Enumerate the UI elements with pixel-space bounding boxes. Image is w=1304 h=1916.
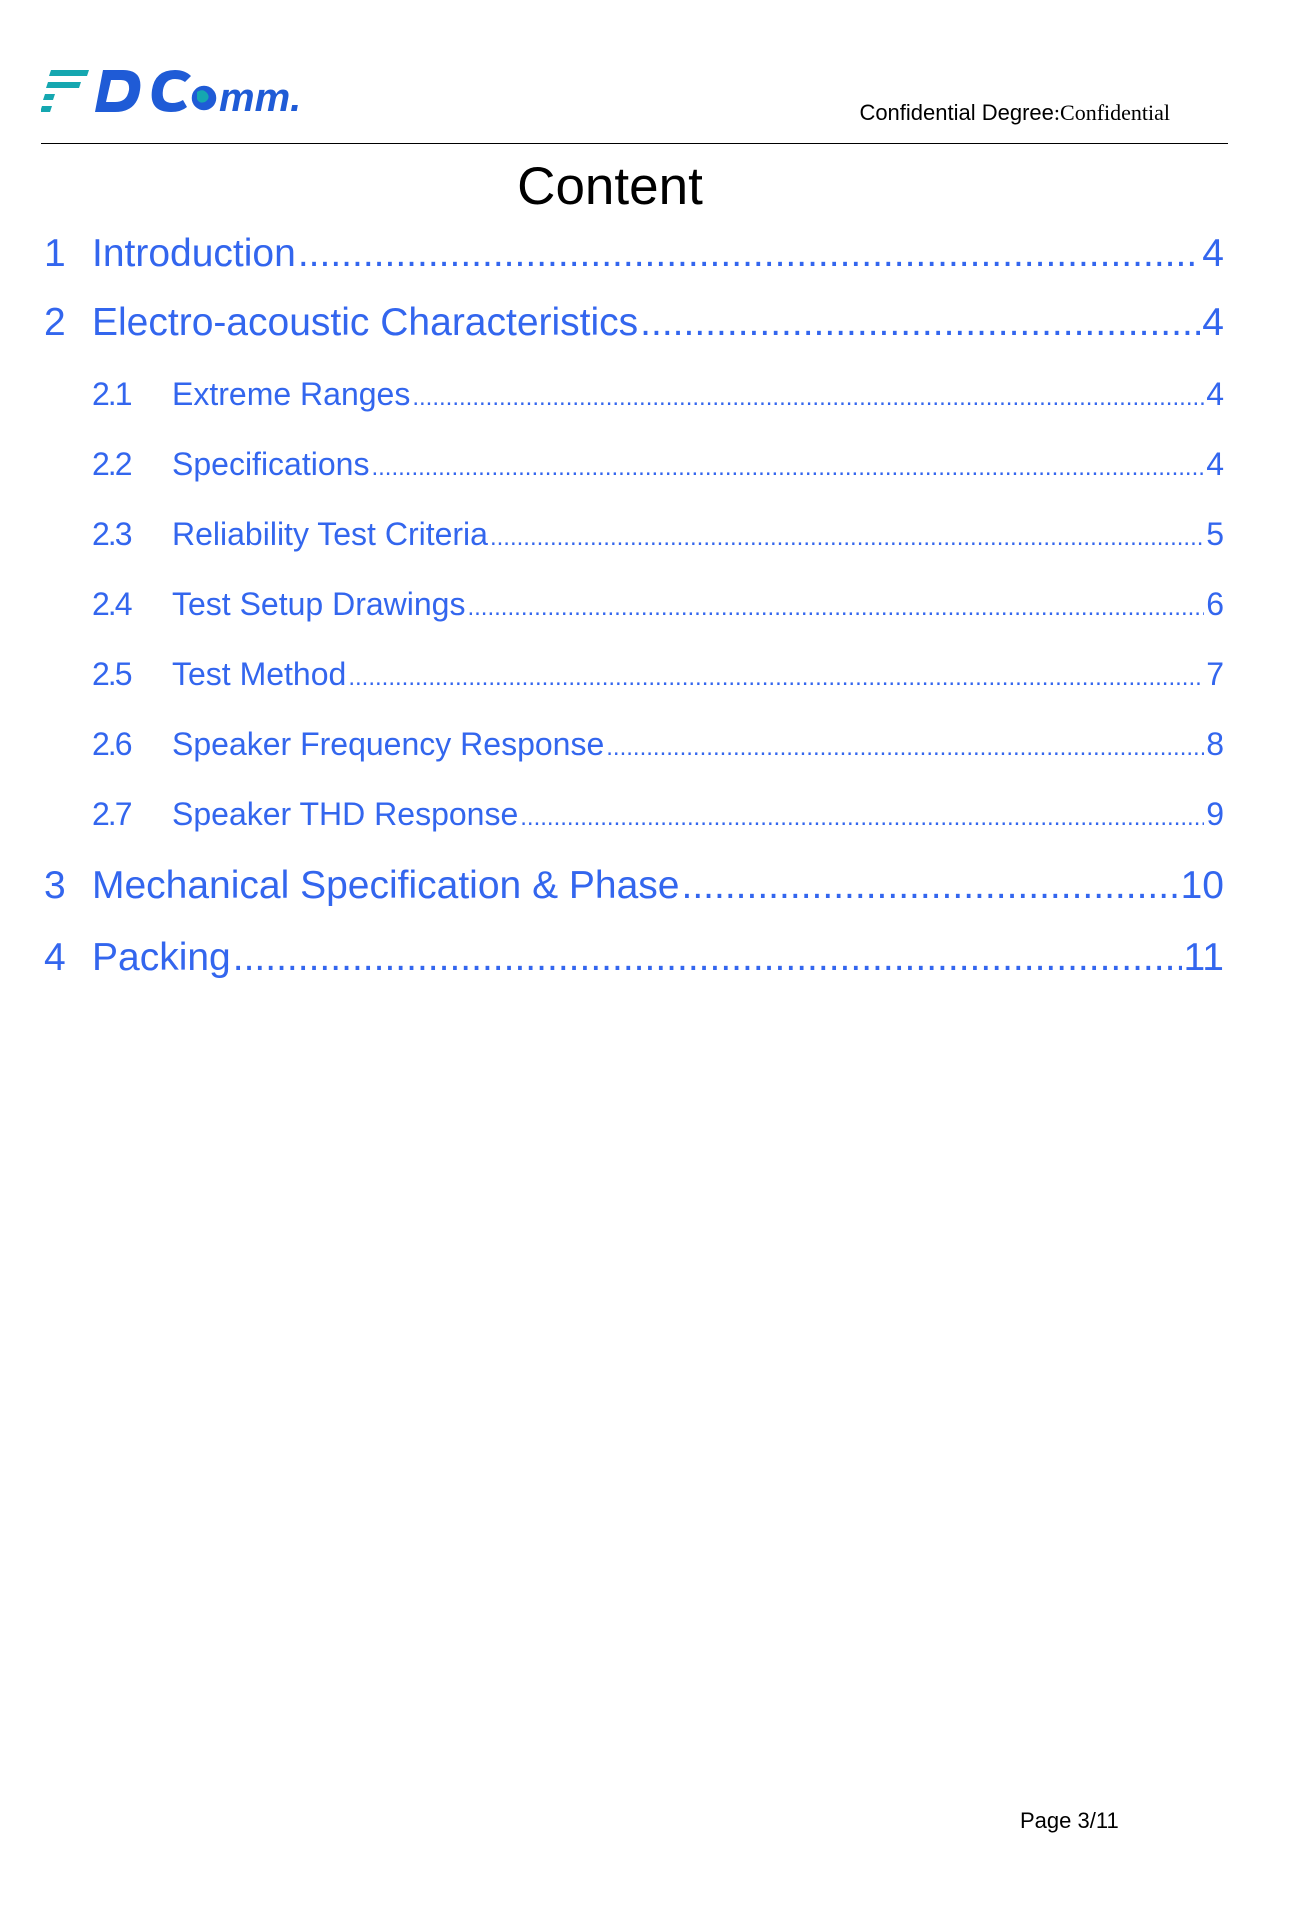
toc-entry-label: Packing	[92, 936, 231, 979]
toc-entry[interactable]	[44, 446, 1224, 483]
toc-entry-page: 10	[1180, 864, 1224, 907]
toc-leader-dots	[490, 524, 1204, 552]
toc-entry[interactable]	[44, 586, 1224, 623]
toc-entry-number: 2	[44, 301, 66, 344]
toc-entry-number: 2.1	[92, 376, 131, 412]
toc-leader-dots	[233, 936, 1182, 980]
toc-entry-label: Test Setup Drawings	[172, 586, 466, 622]
toc-leader-dots	[348, 664, 1204, 692]
toc-entry-number: 3	[44, 864, 66, 907]
page-number: Page 3/11	[1020, 1808, 1119, 1833]
toc-entry-number: 2.5	[92, 656, 131, 692]
toc-entry-page: 8	[1206, 726, 1224, 762]
toc-leader-dots	[298, 232, 1200, 276]
toc-entry-page: 4	[1206, 446, 1224, 482]
confidential-value: :Confidential	[1053, 100, 1170, 125]
header-divider	[41, 143, 1228, 144]
toc-entry[interactable]	[44, 376, 1224, 413]
toc-entry-number: 2.6	[92, 726, 131, 762]
toc-entry[interactable]	[44, 301, 1224, 345]
page-header	[41, 60, 1228, 144]
toc-entry[interactable]	[44, 516, 1224, 553]
toc-entry-label: Extreme Ranges	[172, 376, 411, 412]
toc-entry[interactable]	[44, 232, 1224, 276]
toc-entry-label: Specifications	[172, 446, 370, 482]
toc-entry-number: 4	[44, 936, 66, 979]
toc-entry-number: 2.4	[92, 586, 131, 622]
toc-entry-number: 2.3	[92, 516, 131, 552]
toc-entry-page: 11	[1183, 936, 1224, 979]
toc-leader-dots	[606, 734, 1204, 762]
toc-entry-label: Electro-acoustic Characteristics	[92, 301, 639, 344]
toc-entry-page: 5	[1206, 516, 1224, 552]
toc-entry[interactable]	[44, 656, 1224, 693]
toc-entry-page: 9	[1206, 796, 1224, 832]
toc-leader-dots	[467, 594, 1204, 622]
toc-leader-dots	[682, 864, 1179, 908]
toc-entry-page: 4	[1202, 232, 1224, 275]
toc-entry[interactable]	[44, 726, 1224, 763]
toc-entry-label: Mechanical Specification & Phase	[92, 864, 680, 907]
toc-entry-page: 6	[1206, 586, 1224, 622]
logo-c-letter	[152, 70, 191, 112]
toc-entry-page: 4	[1202, 301, 1224, 344]
toc-entry[interactable]	[44, 864, 1224, 908]
toc-entry-number: 1	[44, 232, 66, 275]
toc-entry-label: Speaker THD Response	[172, 796, 519, 832]
toc-entry-label: Test Method	[172, 656, 347, 692]
fd-comm-logo	[41, 60, 321, 120]
confidential-label: Confidential Degree	[859, 100, 1054, 125]
toc-leader-dots	[371, 454, 1204, 482]
toc-leader-dots	[640, 301, 1200, 345]
toc-entry-label: Introduction	[92, 232, 296, 275]
toc-entry-label: Speaker Frequency Response	[172, 726, 605, 762]
toc-leader-dots	[412, 384, 1204, 412]
toc-leader-dots	[520, 804, 1204, 832]
toc-entry-label: Reliability Test Criteria	[172, 516, 488, 552]
page-title: Content	[517, 157, 703, 216]
confidential-degree	[859, 100, 1170, 126]
toc-entry-number: 2.2	[92, 446, 131, 482]
logo-d-letter	[95, 70, 140, 112]
toc-entry-number: 2.7	[92, 796, 131, 832]
logo-f-mark	[41, 70, 89, 112]
toc-entry-page: 7	[1206, 656, 1224, 692]
toc-entry[interactable]	[44, 936, 1224, 980]
logo-mm-text: mm.	[219, 76, 302, 120]
toc-entry[interactable]	[44, 796, 1224, 833]
toc-entry-page: 4	[1206, 376, 1224, 412]
